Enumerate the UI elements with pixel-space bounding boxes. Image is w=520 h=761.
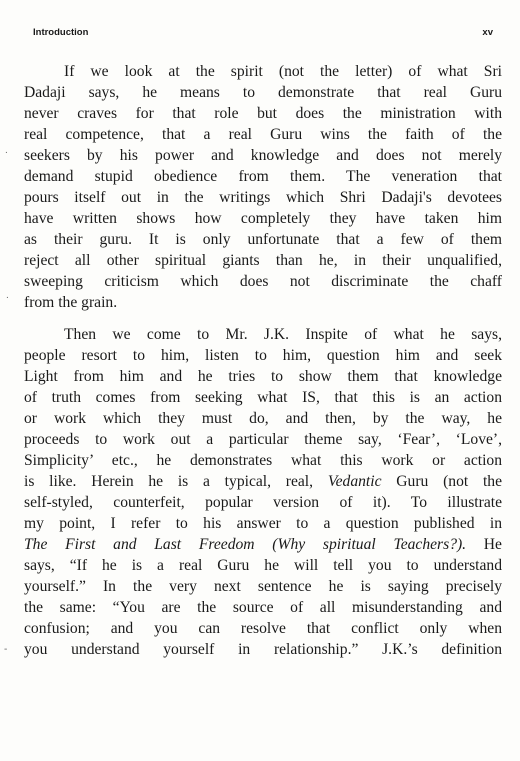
text-line: says, “If he is a real Guru he will tell you to understand (24, 557, 502, 574)
text-line: real competence, that a real Guru wins the faith of the (24, 126, 502, 143)
text-line: or work which they must do, and then, by the way, he (24, 410, 502, 427)
page-number: xv (482, 27, 493, 38)
text-line: of truth comes from seeking what IS, that this is an action (24, 389, 502, 406)
text-line: proceeds to work out a particular theme say, ‘Fear’, ‘Love’, (24, 431, 502, 448)
text-line: Then we come to Mr. J.K. Inspite of what he says, (64, 326, 502, 343)
text-line: Light from him and he tries to show them that knowledge (24, 368, 502, 385)
scan-mark: - (4, 644, 8, 655)
text-line: people resort to him, listen to him, question him and seek (24, 347, 502, 364)
text-line: have written shows how completely they have taken him (24, 210, 502, 227)
text-line: you understand yourself in relationship.” J.K.’s definition (24, 641, 502, 658)
text-line: Dadaji says, he means to demonstrate that real Guru (24, 84, 502, 101)
text-line: my point, I refer to his answer to a question published in (24, 515, 502, 532)
text-line: Simplicity’ etc., he demonstrates what this work or action (24, 452, 502, 469)
text-line: pours itself out in the writings which Shri Dadaji's devotees (24, 189, 502, 206)
italic-term: Vedantic (327, 473, 382, 490)
text-line: demand stupid obedience from them. The veneration that (24, 168, 502, 185)
text-line: as their guru. It is only unfortunate that a few of them (24, 231, 502, 248)
text-line: reject all other spiritual giants than he, in their unqualified, (24, 252, 502, 269)
text-line: the same: “You are the source of all misunderstanding and (24, 599, 502, 616)
scan-mark: . (5, 145, 8, 156)
text-line: If we look at the spirit (not the letter) of what Sri (64, 63, 502, 80)
scan-mark: . (6, 290, 9, 301)
text-line: self-styled, counterfeit, popular version of it). To illustrate (24, 494, 502, 511)
running-head (33, 27, 493, 41)
text-line: confusion; and you can resolve that conflict only when (24, 620, 502, 637)
text-line: never craves for that role but does the ministration with (24, 105, 502, 122)
text-run: Guru (not the (381, 473, 503, 490)
section-title: Introduction (33, 27, 89, 38)
book-title: The First and Last Freedom (Why spiritual Teachers?). (24, 536, 467, 553)
text-line: yourself.” In the very next sentence he is saying precisely (24, 578, 502, 595)
text-run: is like. Herein he is a typical, real, (24, 473, 328, 490)
text-line: sweeping criticism which does not discriminate the chaff (24, 273, 502, 290)
text-run: He (466, 536, 502, 553)
text-line: seekers by his power and knowledge and does not merely (24, 147, 502, 164)
text-line (24, 472, 502, 493)
text-line (24, 535, 502, 556)
text-line: from the grain. (24, 294, 118, 311)
